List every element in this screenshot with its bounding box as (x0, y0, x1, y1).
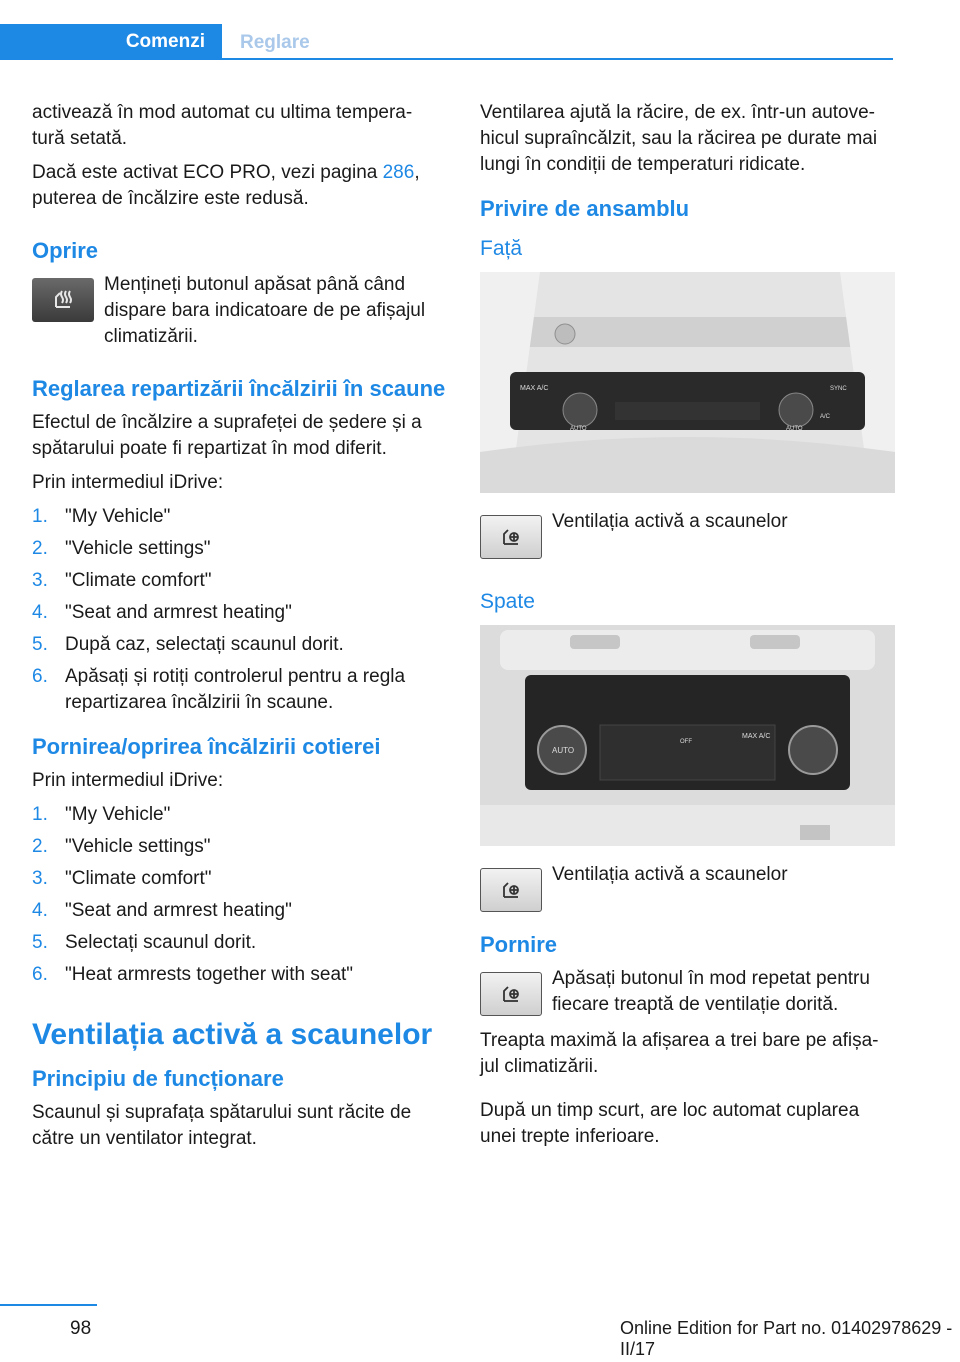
paragraph: Prin intermediul iDrive: (32, 770, 224, 791)
right-column (480, 100, 895, 1158)
oprire-row (32, 272, 447, 350)
paragraph: Treapta maximă la afișarea a trei bare pe afișa‐ jul climatizării. (480, 1030, 879, 1077)
heading-ventilatie: Ventilația activă a scaunelor (32, 1018, 433, 1051)
steps-list-2 (32, 802, 447, 988)
page-number: 98 (70, 1318, 92, 1339)
front-climate-panel-image (480, 272, 895, 493)
seat-ventilation-icon (480, 868, 542, 912)
front-panel-label: MAX A/C (520, 385, 549, 392)
heading-fata: Față (480, 237, 523, 260)
tab-underline (222, 58, 893, 60)
footer-rule (0, 1304, 97, 1306)
heading-privire: Privire de ansamblu (480, 196, 690, 221)
front-panel-label: AUTO (786, 426, 803, 432)
tab-reglare[interactable]: Reglare (240, 32, 310, 53)
seat-ventilation-icon (480, 972, 542, 1016)
list-item: 6. Apăsați și rotiți controlerul pentru a regla repartizarea încălzirii în scaune. (32, 666, 406, 713)
chapter-tabbar (0, 24, 893, 60)
caption-front: Ventilația activă a scaunelor (552, 511, 788, 532)
caption-rear: Ventilația activă a scaunelor (552, 864, 788, 885)
left-column (32, 100, 447, 1160)
heading-repartizare: Reglarea repartizării încălzirii în scaune (32, 376, 446, 401)
rear-panel-label: MAX A/C (742, 733, 771, 740)
seat-heating-button-icon (32, 278, 94, 322)
heading-cotiera: Pornirea/oprirea încălzirii cotierei (32, 734, 381, 759)
list-item: 4. "Seat and armrest heating" (32, 900, 292, 921)
caption-row-rear (480, 862, 895, 918)
pornire-row (480, 966, 895, 1022)
front-panel-label: AUTO (570, 426, 587, 432)
list-item: 2. "Vehicle settings" (32, 538, 211, 559)
caption-row-front (480, 509, 895, 565)
paragraph-eco-pro: Dacă este activat ECO PRO, vezi pagina 286, puterea de încălzire este redusă. (32, 162, 420, 209)
rear-climate-panel-image (480, 625, 895, 846)
heading-principiu: Principiu de funcționare (32, 1066, 284, 1091)
paragraph: Ventilarea ajută la răcire, de ex. într-un autove‐ hicul supraîncălzit, sau la răcirea pe durate mai lungi în condiții de temperaturi ridicate. (480, 102, 878, 175)
list-item: 5. După caz, selectați scaunul dorit. (32, 634, 344, 655)
paragraph: Prin intermediul iDrive: (32, 472, 224, 493)
tab-comenzi[interactable]: Comenzi (0, 24, 222, 60)
list-item: 6. "Heat armrests together with seat" (32, 964, 354, 985)
page-link-286[interactable]: 286 (382, 162, 415, 183)
list-item: 3. "Climate comfort" (32, 868, 212, 889)
list-item: 3. "Climate comfort" (32, 570, 212, 591)
edition-text: Online Edition for Part no. 01402978629 - II/17 (620, 1318, 953, 1359)
list-item: 4. "Seat and armrest heating" (32, 602, 292, 623)
steps-list-1 (32, 504, 447, 716)
paragraph: activează în mod automat cu ultima tempera‐ tură setată. (32, 102, 413, 149)
oprire-text: Mențineți butonul apăsat până când dispare bara indicatoare de pe afișajul climatizării. (104, 274, 426, 347)
pornire-text: Apăsați butonul în mod repetat pentru fiecare treaptă de ventilație dorită. (552, 968, 870, 1015)
paragraph: Efectul de încălzire a suprafeței de ședere și a spătarului poate fi repartizat în mod diferit. (32, 412, 422, 459)
rear-panel-label: AUTO (552, 746, 575, 755)
front-panel-label: SYNC (830, 386, 847, 392)
paragraph: După un timp scurt, are loc automat cuplarea unei trepte inferioare. (480, 1100, 860, 1147)
heading-pornire: Pornire (480, 932, 558, 957)
heading-oprire: Oprire (32, 238, 99, 263)
seat-ventilation-icon (480, 515, 542, 559)
front-panel-label: A/C (820, 414, 831, 420)
list-item: 2. "Vehicle settings" (32, 836, 211, 857)
list-item: 1. "My Vehicle" (32, 506, 171, 527)
heading-spate: Spate (480, 590, 535, 613)
paragraph: Scaunul și suprafața spătarului sunt răcite de către un ventilator integrat. (32, 1102, 412, 1149)
list-item: 1. "My Vehicle" (32, 804, 171, 825)
rear-panel-label: OFF (680, 739, 692, 745)
list-item: 5. Selectați scaunul dorit. (32, 932, 257, 953)
